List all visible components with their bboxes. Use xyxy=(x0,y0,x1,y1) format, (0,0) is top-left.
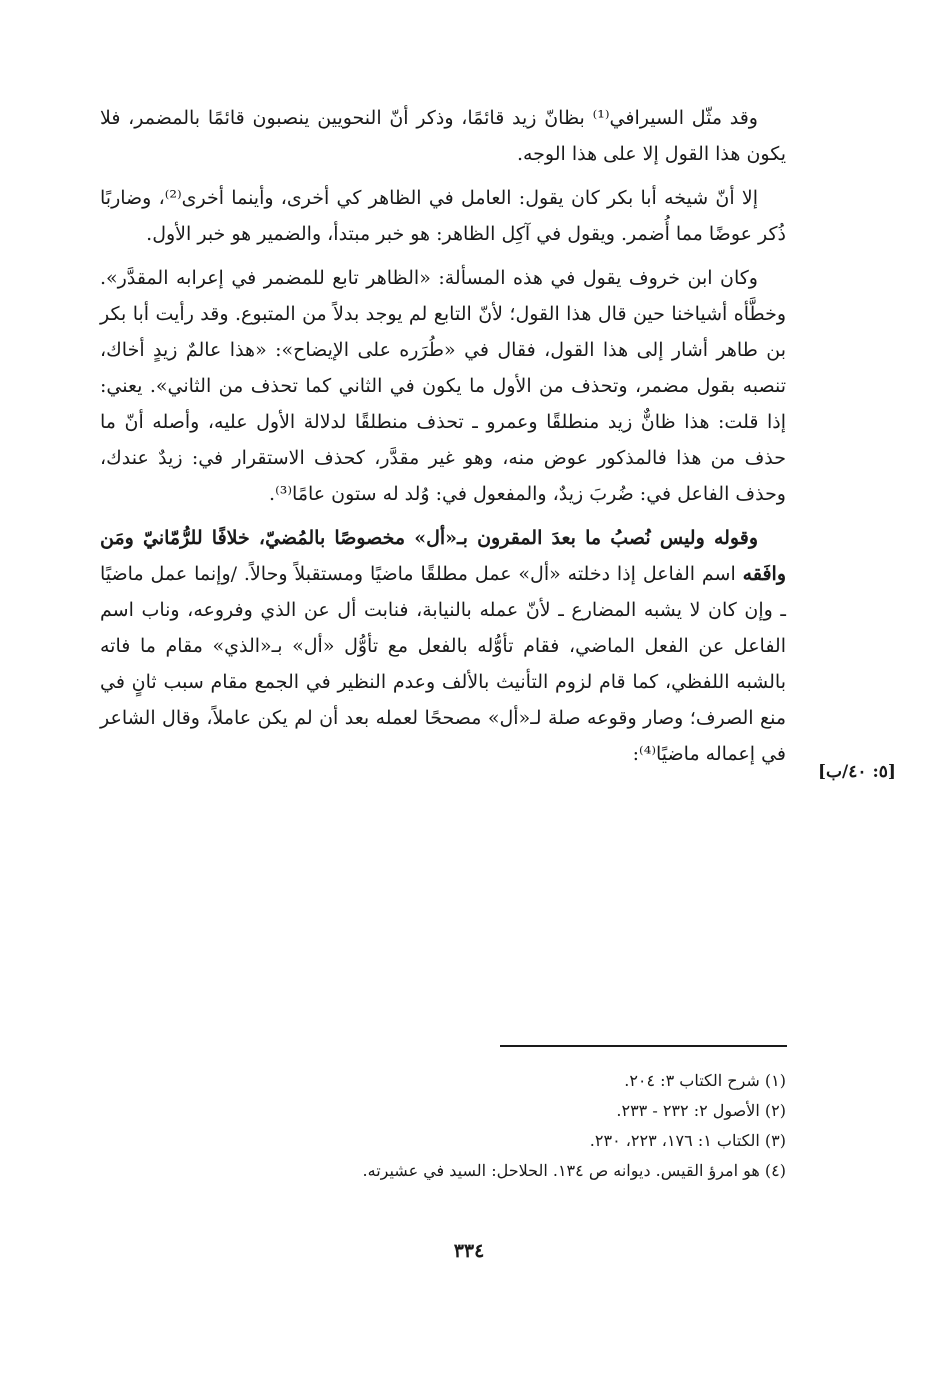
paragraph-4-body: اسم الفاعل إذا دخلته «أل» عمل مطلقًا ماضيًا ومستقبلاً وحالاً. /وإنما عمل ماضيًا ـ وإن كان لا يشبه المضارع ـ لأنّ عمله بالنيابة، فنابت أل عن الذي وفروعه، وناب اسم الفاعل عن الفعل الماضي، فقام تأوُّله بالفعل مع تأوُّل «أل» بـ«الذي» مقام ما فاته بالشبه اللفظي، كما قام لزوم التأنيث بالألف وعدم النظير في الجمع مقام سبب ثانٍ في منع الصرف؛ وصار وقوعه صلة لـ«أل» مصححًا لعمله بعد أن لم يكن عاملاً، وقال الشاعر في إعماله ماضيًا⁽⁴⁾: xyxy=(100,563,786,765)
footnote-3: (٣) الكتاب ١: ١٧٦، ٢٢٣، ٢٣٠. xyxy=(589,1131,786,1150)
paragraph-2: إلا أنّ شيخه أبا بكر كان يقول: العامل في الظاهر كي أخرى، وأينما أخرى⁽²⁾، وضاربًا ذُكر عوضًا مما أُضمر. ويقول في آكِل الظاهر: هو خبر مبتدأ، والضمير هو خبر الأول. xyxy=(100,187,786,245)
paragraph-3: وكان ابن خروف يقول في هذه المسألة: «الظاهر تابع للمضمر في إعرابه المقدَّر». وخطَّأه أشياخنا حين قال هذا القول؛ لأنّ التابع لم يوجد بدلاً من المتبوع. وقد رأيت أبا بكر بن طاهر أشار إلى هذا القول، فقال في «طُرَره على الإيضاح»: «هذا عالمٌ زيدٍ أخاك، تنصبه بقول مضمر، وتحذف من الأول ما يكون في الثاني كما تحذف من الثاني». يعني: إذا قلت: هذا ظانٌّ زيد منطلقًا وعمرو ـ تحذف منطلقًا لدلالة الأول عليه، وأصله أنّ ما حذف من هذا فالمذكور عوض منه، وهو غير مقدَّر، كحذف الاستقرار في: زيدٌ عندك، وحذف الفاعل في: ضُربَ زيدٌ، والمفعول في: وُلد له ستون عامًا⁽³⁾. xyxy=(100,267,786,505)
main-text xyxy=(100,100,786,772)
paragraph-4 xyxy=(100,520,786,772)
margin-manuscript-reference: [٥: ٤٠/ب] xyxy=(818,762,896,782)
footnote-1: (١) شرح الكتاب ٣: ٢٠٤. xyxy=(624,1071,786,1090)
footnote-divider xyxy=(500,1045,787,1047)
paragraph-4-bold-lead: وقوله وليس نُصبُ ما بعدَ المقرون بـ«أل» مخصوصًا بالمُضيّ، خلافًا للرُّمّانيّ ومَن وافَقه xyxy=(100,527,786,585)
page-number: ٣٣٤ xyxy=(453,1240,485,1262)
footnote-4: (٤) هو امرؤ القيس. ديوانه ص ١٣٤. الحلاحل: السيد في عشيرته. xyxy=(362,1161,786,1180)
paragraph-1: وقد مثّل السيرافي⁽¹⁾ بظانّ زيد قائمًا، وذكر أنّ النحويين ينصبون قائمًا بالمضمر، فلا يكون هذا القول إلا على هذا الوجه. xyxy=(100,107,786,165)
footnote-2: (٢) الأصول ٢: ٢٣٢ - ٢٣٣. xyxy=(616,1101,786,1120)
footnotes xyxy=(200,1066,786,1186)
